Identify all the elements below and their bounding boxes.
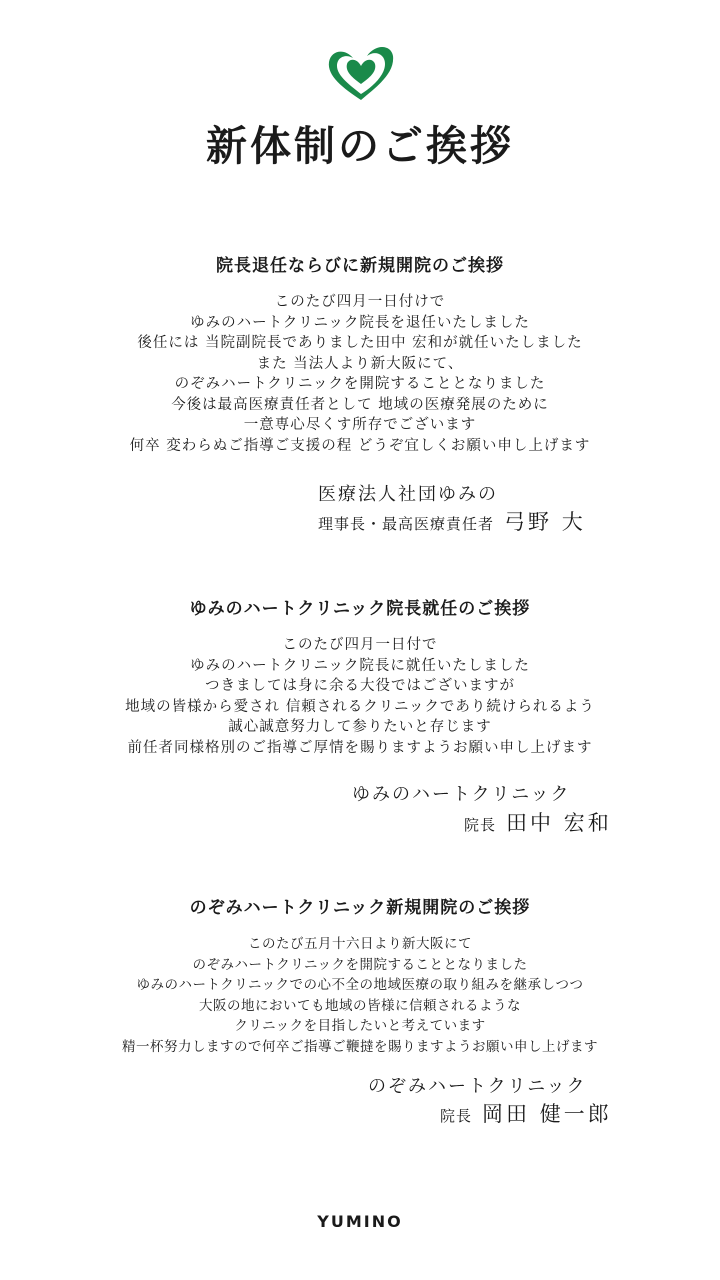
section-resignation xyxy=(0,254,720,456)
signature-line xyxy=(464,807,612,837)
signature-org: のぞみハートクリニック xyxy=(368,1076,587,1097)
body-line: このたび五月十六日より新大阪にて xyxy=(248,936,472,952)
signature-line xyxy=(318,506,586,536)
body-line: のぞみハートクリニックを開院することとなりました xyxy=(192,956,528,973)
body-line: ゆみのハートクリニックでの心不全の地域医療の取り組みを継承しつつ xyxy=(136,977,584,993)
body-line: 一意専心尽くす所存でございます xyxy=(243,417,477,433)
signature-name: 田中 宏和 xyxy=(506,811,612,835)
section-body xyxy=(0,934,720,1057)
signature-role: 院長 xyxy=(440,1107,473,1125)
signature-line xyxy=(440,1098,612,1128)
footer-brand-logo: YUMINO xyxy=(317,1212,403,1231)
body-line: 誠心誠意努力して参りたいと存じます xyxy=(228,719,492,735)
signature-org: ゆみのハートクリニック xyxy=(352,784,571,805)
body-line: 大阪の地においても地域の皆様に信頼されるような xyxy=(199,997,521,1014)
signature-org: 医療法人社団ゆみの xyxy=(318,484,498,505)
body-line: また 当法人より新大阪にて、 xyxy=(256,355,464,372)
section-opening xyxy=(0,896,720,1057)
body-line: このたび四月一日付で xyxy=(282,637,438,653)
body-line: つきましては身に余る大役ではございますが xyxy=(205,678,515,694)
body-line: 何卒 変わらぬご指導ご支援の程 どうぞ宜しくお願い申し上げます xyxy=(129,437,591,454)
section-heading: のぞみハートクリニック新規開院のご挨拶 xyxy=(189,898,531,918)
body-line: このたび四月一日付けで xyxy=(274,294,446,310)
signature-name: 岡田 健一郎 xyxy=(482,1102,612,1126)
section-heading: ゆみのハートクリニック院長就任のご挨拶 xyxy=(189,599,531,619)
signature-name: 弓野 大 xyxy=(504,510,586,534)
body-line: ゆみのハートクリニック院長を退任いたしました xyxy=(190,314,530,331)
body-line: ゆみのハートクリニック院長に就任いたしました xyxy=(190,657,530,674)
body-line: クリニックを目指したいと考えています xyxy=(234,1018,486,1034)
heart-logo-icon xyxy=(323,44,399,102)
signature-role: 院長 xyxy=(464,816,497,834)
section-body xyxy=(0,635,720,758)
body-line: 精一杯努力しますので何卒ご指導ご鞭撻を賜りますようお願い申し上げます xyxy=(122,1038,598,1055)
body-line: 前任者同様格別のご指導ご厚情を賜りますようお願い申し上げます xyxy=(127,739,593,756)
body-line: のぞみハートクリニックを開院することとなりました xyxy=(174,376,546,392)
body-line: 地域の皆様から愛され 信頼されるクリニックであり続けられるよう xyxy=(125,698,595,715)
section-heading: 院長退任ならびに新規開院のご挨拶 xyxy=(216,256,504,276)
body-line: 今後は最高医療責任者として 地域の医療発展のために xyxy=(171,396,549,413)
section-body xyxy=(0,292,720,456)
section-appointment xyxy=(0,597,720,758)
page-title: 新体制のご挨拶 xyxy=(206,122,514,170)
signature-role: 理事長・最高医療責任者 xyxy=(318,515,495,533)
body-line: 後任には 当院副院長でありました田中 宏和が就任いたしました xyxy=(137,335,583,351)
